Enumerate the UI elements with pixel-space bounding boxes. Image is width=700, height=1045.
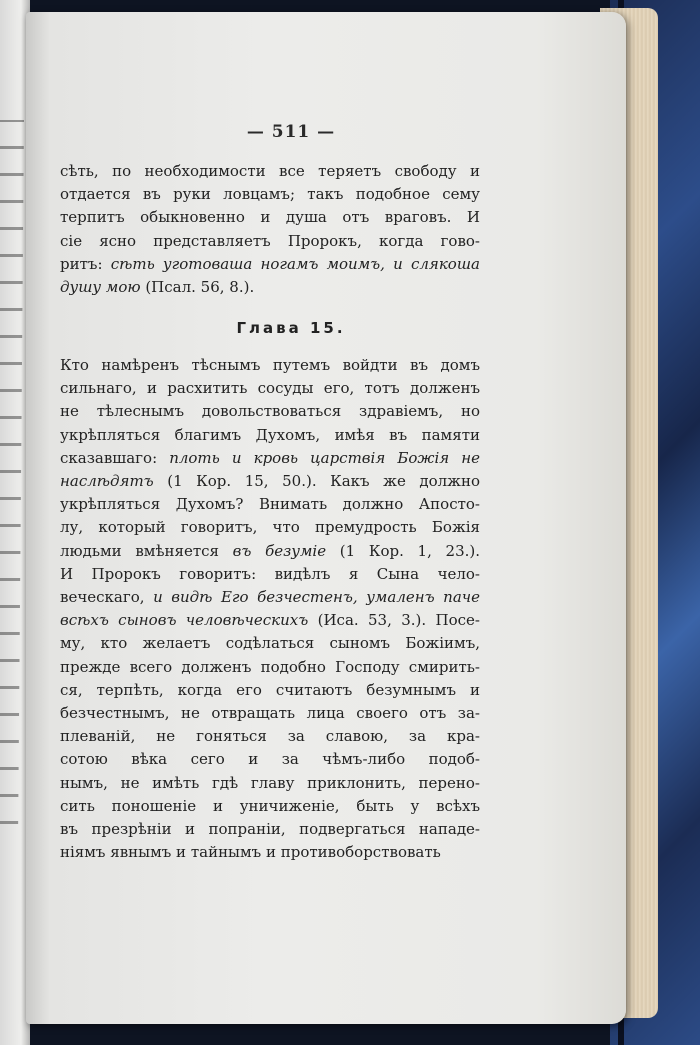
text-segment: безчестнымъ, не отвращать лица своего отъ за- bbox=[60, 704, 480, 723]
text-segment: сильнаго, и расхитить сосуды его, тотъ долженъ bbox=[60, 379, 480, 398]
text-line bbox=[60, 470, 480, 493]
text-line bbox=[60, 160, 480, 183]
text-line bbox=[60, 586, 480, 609]
text-segment: нымъ, не имѣть гдѣ главу приклонить, перено- bbox=[60, 773, 480, 792]
text-segment: не тѣлеснымъ довольствоваться здравіемъ, но bbox=[60, 402, 480, 421]
facing-page-text-edge bbox=[0, 120, 28, 840]
chapter-heading: Глава 15. bbox=[236, 319, 346, 337]
text-segment: веческаго, bbox=[60, 588, 154, 607]
text-line bbox=[60, 276, 480, 299]
book-page bbox=[26, 12, 626, 1024]
italic-segment: сѣть уготоваша ногамъ моимъ, и слякоша bbox=[110, 254, 480, 273]
text-line bbox=[60, 400, 480, 423]
italic-segment: въ безуміе bbox=[232, 541, 327, 560]
text-segment: ся, терпѣть, когда его считаютъ безумнымъ и bbox=[60, 680, 480, 699]
text-segment: (1 Кор. 1, 23.). bbox=[326, 541, 480, 560]
text-segment: И Пророкъ говоритъ: видѣлъ я Сына чело- bbox=[60, 564, 480, 583]
text-segment: му, кто желаетъ содѣлаться сыномъ Божіимъ, bbox=[60, 634, 480, 653]
text-line bbox=[60, 725, 480, 748]
text-segment: плеваній, не гоняться за славою, за кра- bbox=[60, 727, 480, 746]
text-line bbox=[60, 563, 480, 586]
italic-segment: плоть и кровь царствія Божія не bbox=[169, 448, 480, 467]
paragraph-2 bbox=[60, 354, 480, 864]
text-segment: терпитъ обыкновенно и душа отъ враговъ. И bbox=[60, 208, 480, 227]
text-line bbox=[60, 795, 480, 818]
text-segment: укрѣпляться благимъ Духомъ, имѣя въ памяти bbox=[60, 425, 480, 444]
text-line bbox=[60, 748, 480, 771]
text-segment: сѣть, по необходимости все теряетъ свободу и bbox=[60, 162, 480, 180]
text-line bbox=[60, 818, 480, 841]
text-line bbox=[60, 516, 480, 539]
italic-segment: наслѣдятъ bbox=[60, 472, 154, 491]
text-line bbox=[60, 354, 480, 377]
italic-segment: и видѣ Его безчестенъ, умаленъ паче bbox=[153, 588, 480, 607]
text-segment: сказавшаго: bbox=[60, 448, 170, 467]
text-segment: ніямъ явнымъ и тайнымъ и противоборствовать bbox=[60, 843, 441, 862]
text-line bbox=[60, 447, 480, 470]
text-line bbox=[60, 632, 480, 655]
text-line bbox=[60, 841, 480, 864]
text-line bbox=[60, 206, 480, 229]
text-segment: въ презрѣніи и попраніи, подвергаться нападе- bbox=[60, 820, 480, 839]
text-line bbox=[60, 772, 480, 795]
page-number: — 511 — bbox=[246, 122, 336, 142]
text-line bbox=[60, 183, 480, 206]
text-line bbox=[60, 702, 480, 725]
text-segment: укрѣпляться Духомъ? Внимать должно Апосто- bbox=[60, 495, 480, 514]
italic-segment: всѣхъ сыновъ человѣческихъ bbox=[60, 611, 309, 630]
text-segment: (Иса. 53, 3.). Посе- bbox=[308, 611, 480, 630]
text-line bbox=[60, 253, 480, 276]
text-segment: людьми вмѣняется bbox=[60, 541, 233, 560]
text-line bbox=[60, 230, 480, 253]
text-segment: сіе ясно представляетъ Пророкъ, когда гово- bbox=[60, 231, 480, 250]
text-segment: прежде всего долженъ подобно Господу смирить- bbox=[60, 657, 480, 676]
text-line bbox=[60, 377, 480, 400]
text-segment: сотою вѣка сего и за чѣмъ-либо подоб- bbox=[60, 750, 480, 769]
italic-segment: душу мою bbox=[60, 278, 141, 297]
text-line bbox=[60, 679, 480, 702]
text-line bbox=[60, 493, 480, 516]
text-line bbox=[60, 609, 480, 632]
paragraph-1 bbox=[60, 160, 480, 299]
text-line bbox=[60, 540, 480, 563]
text-segment: сить поношеніе и уничиженіе, быть у всѣхъ bbox=[60, 796, 480, 815]
text-segment: лу, который говоритъ, что премудрость Божія bbox=[60, 518, 480, 537]
text-segment: отдается въ руки ловцамъ; такъ подобное сему bbox=[60, 185, 480, 204]
text-segment: ритъ: bbox=[60, 254, 111, 273]
text-line bbox=[60, 424, 480, 447]
text-segment: (Псал. 56, 8.). bbox=[140, 278, 255, 297]
text-line bbox=[60, 656, 480, 679]
text-segment: Кто намѣренъ тѣснымъ путемъ войдти въ домъ bbox=[60, 356, 480, 374]
text-segment: (1 Кор. 15, 50.). Какъ же должно bbox=[153, 472, 480, 491]
